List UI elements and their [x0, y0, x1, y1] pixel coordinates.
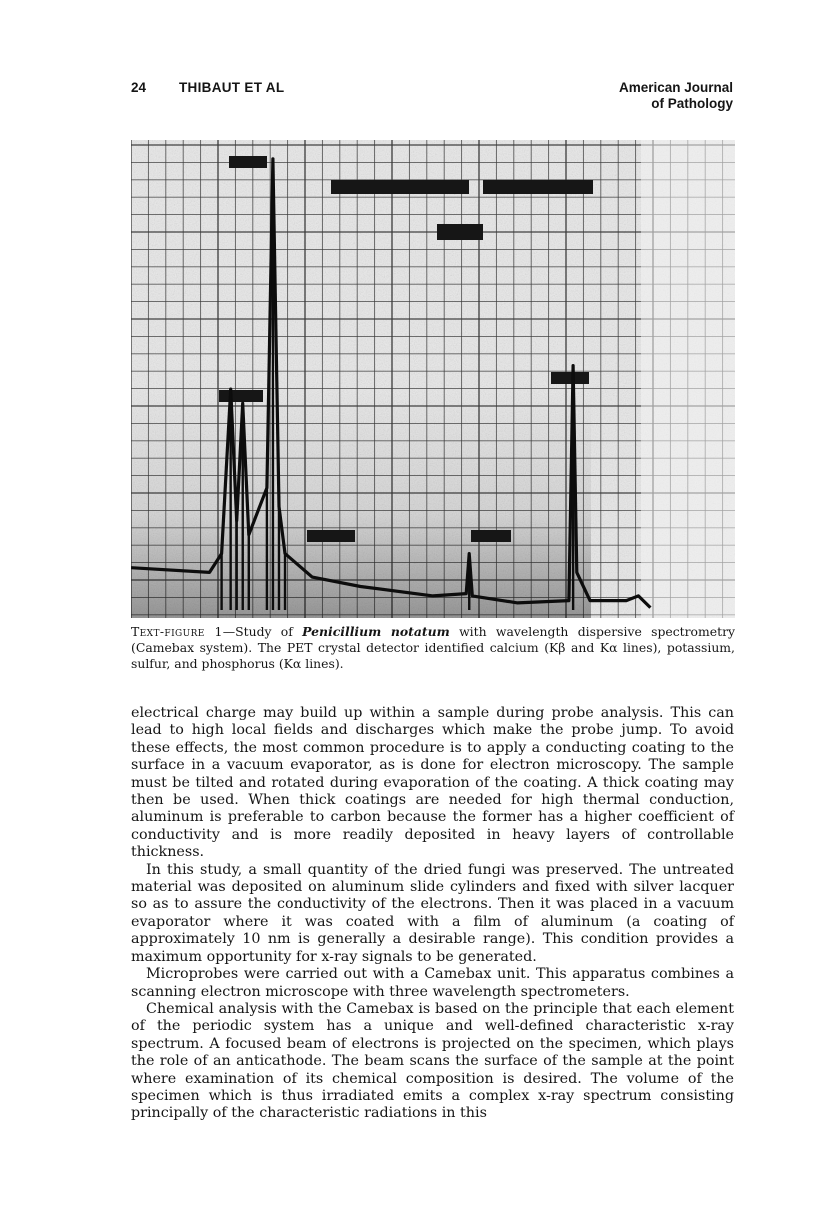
- spectrum-figure: [131, 140, 735, 618]
- redacted-peak-label: [331, 180, 469, 194]
- running-head-authors: THIBAUT ET AL: [179, 80, 285, 95]
- grid-fade: [641, 140, 735, 618]
- body-paragraph-4: Chemical analysis with the Camebax is based on the principle that each element of the periodic system has a unique and well-defined characteristic x-ray spectrum. A focused beam of electrons is projected on the specimen, which plays the role of an anticathode. The beam scans the surface of the sample at the point where examination of its chemical composition is desired. The volume of the specimen which is thus irradiated emits a complex x-ray spectrum consisting principally of the characteristic radiations in this: [131, 1000, 734, 1122]
- caption-intro: —Study of: [222, 624, 303, 639]
- body-paragraph-3: Microprobes were carried out with a Camebax unit. This apparatus combines a scanning electron microscope with three wavelength spectrometers.: [131, 966, 734, 1000]
- baseline-haze: [131, 390, 591, 618]
- spectrum-chart: [131, 140, 735, 618]
- journal-name-line2: of Pathology: [651, 96, 733, 111]
- redacted-peak-label: [229, 156, 267, 168]
- running-head: [131, 80, 733, 114]
- body-paragraph-2: In this study, a small quantity of the dried fungi was preserved. The untreated material was deposited on aluminum slide cylinders and fixed with silver lacquer so as to assure the conductivity of the electrons. Then it was placed in a vacuum evaporator where it was coated with a film of aluminum (a coating of approximately 10 nm is generally a desirable range). This condition provides a maximum opportunity for x-ray signals to be generated.: [131, 861, 734, 965]
- journal-name: [619, 80, 733, 112]
- journal-name-line1: American Journal: [618, 80, 733, 95]
- caption-species: Penicillium notatum: [302, 624, 450, 639]
- body-paragraph-1: electrical charge may build up within a sample during probe analysis. This can lead to high local fields and discharges which make the probe jump. To avoid these effects, the most common procedure is to apply a conducting coating to the surface in a vacuum evaporator, as is done for electron microscopy. The sample must be tilted and rotated during evaporation of the coating. A thick coating may then be used. When thick coatings are needed for high thermal conduction, aluminum is preferable to carbon because the former has a higher coefficient of conductivity and is more readily deposited in heavy layers of controllable thickness.: [131, 705, 734, 861]
- redacted-peak-label: [471, 530, 511, 542]
- redacted-peak-label: [307, 530, 355, 542]
- redacted-peak-label: [483, 180, 593, 194]
- figure-caption: [131, 624, 735, 672]
- redacted-peak-label: [551, 372, 589, 384]
- redacted-peak-label: [437, 224, 483, 240]
- figure-label: Text-figure 1: [131, 624, 223, 639]
- caption-text: with wavelength dispersive spectrometry (Camebax system). The PET crystal detector identified calcium (Kβ and Kα lines), potassium, sulfur, and phosphorus (Kα lines).: [131, 624, 735, 671]
- article-body: [131, 705, 734, 1123]
- page-number: 24: [131, 80, 147, 95]
- redacted-peak-label: [219, 390, 263, 402]
